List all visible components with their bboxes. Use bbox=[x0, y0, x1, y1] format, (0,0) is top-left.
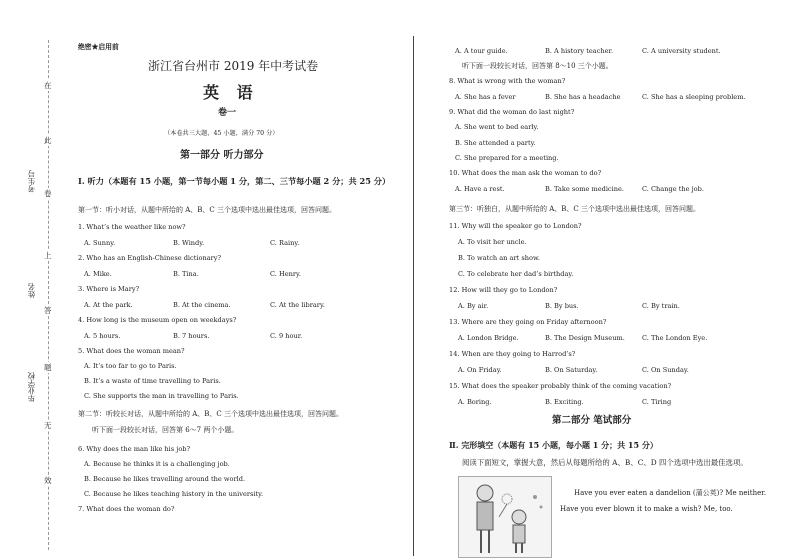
question-text: 3. Where is Mary? bbox=[78, 285, 140, 293]
option-c: C. Because he likes teaching history in the university. bbox=[84, 490, 264, 498]
option-a: A. Sunny. bbox=[84, 239, 116, 247]
question-text: 8. What is wrong with the woman? bbox=[449, 77, 566, 85]
option-c: C. Change the job. bbox=[642, 185, 704, 193]
option-b: B. Tina. bbox=[173, 270, 199, 278]
sec2-sub-instructions: 听下面一段较长对话，回答第 6～7 两个小题。 bbox=[92, 426, 239, 434]
question-text: 9. What did the woman do last night? bbox=[449, 108, 575, 116]
option-a: A. A tour guide. bbox=[455, 47, 508, 55]
question-text: 4. How long is the museum open on weekdays? bbox=[78, 316, 237, 324]
question-text: 13. Where are they going on Friday afternoon? bbox=[449, 318, 607, 326]
option-c: C. A university student. bbox=[642, 47, 721, 55]
question-text: 2. Who has an English-Chinese dictionary? bbox=[78, 254, 222, 262]
option-b: B. By bus. bbox=[545, 302, 579, 310]
option-a: A. Boring. bbox=[458, 398, 492, 406]
question-text: 6. Why does the man like his job? bbox=[78, 445, 191, 453]
exam-note: （本卷共三大题，45 小题，满分 70 分） bbox=[164, 130, 279, 137]
option-a: A. Because he thinks it is a challenging job. bbox=[84, 460, 230, 468]
margin-char: 上 bbox=[44, 251, 52, 260]
option-a: A. To visit her uncle. bbox=[458, 238, 527, 246]
option-b: B. On Saturday. bbox=[545, 366, 598, 374]
margin-label-school: 毕业学校 bbox=[27, 372, 36, 402]
cloze-instructions: 阅读下面短文，掌握大意，然后从每题所给的 A、B、C、D 四个选项中选出最佳选项。 bbox=[462, 458, 748, 467]
question-text: 5. What does the woman mean? bbox=[78, 347, 185, 355]
margin-label-name: 姓名 bbox=[27, 283, 36, 298]
question-text: 14. When are they going to Harrod’s? bbox=[449, 350, 576, 358]
margin-char: 此 bbox=[44, 136, 52, 145]
option-a: A. At the park. bbox=[84, 301, 133, 309]
question-text: 12. How will they go to London? bbox=[449, 286, 558, 294]
option-b: B. 7 hours. bbox=[173, 332, 210, 340]
option-a: A. By air. bbox=[458, 302, 489, 310]
secret-label: 绝密★启用前 bbox=[78, 43, 119, 51]
question-text: 11. Why will the speaker go to London? bbox=[449, 222, 582, 230]
volume-label: 卷一 bbox=[218, 108, 237, 118]
option-a: A. It’s too far to go to Paris. bbox=[84, 362, 177, 370]
option-a: A. London Bridge. bbox=[458, 334, 519, 342]
question-text: 15. What does the speaker probably think of the coming vacation? bbox=[449, 382, 672, 390]
dandelion-illustration bbox=[458, 476, 552, 558]
question-text: 10. What does the man ask the woman to do? bbox=[449, 169, 602, 177]
option-c: C. At the library. bbox=[270, 301, 325, 309]
option-c: C. The London Eye. bbox=[642, 334, 708, 342]
option-c: C. Rainy. bbox=[270, 239, 300, 247]
option-b: B. Exciting. bbox=[545, 398, 584, 406]
option-c: C. She has a sleeping problem. bbox=[642, 93, 746, 101]
margin-char: 效 bbox=[44, 476, 52, 485]
margin-char: 卷 bbox=[44, 189, 52, 198]
margin-label-exam-number: 考生号 bbox=[27, 170, 36, 193]
option-b: B. The Design Museum. bbox=[545, 334, 625, 342]
option-c: C. On Sunday. bbox=[642, 366, 689, 374]
option-a: A. Have a rest. bbox=[455, 185, 505, 193]
cartoon-figures-icon bbox=[459, 477, 551, 557]
question-text: 7. What does the woman do? bbox=[78, 505, 175, 513]
margin-char: 在 bbox=[44, 81, 52, 90]
option-b: B. Windy. bbox=[173, 239, 205, 247]
option-b: B. To watch an art show. bbox=[458, 254, 540, 262]
option-c: C. To celebrate her dad’s birthday. bbox=[458, 270, 574, 278]
sec3-instructions: 第三节：听独白，从题中所给的 A、B、C 三个选项中选出最佳选项，回答问题。 bbox=[449, 205, 701, 213]
sub-instructions-8-10: 听下面一段较长对话，回答第 8～10 三个小题。 bbox=[462, 62, 613, 70]
option-a: A. She went to bed early. bbox=[455, 123, 539, 131]
sec2-instructions: 第二节：听较长对话，从题中所给的 A、B、C 三个选项中选出最佳选项，回答问题。 bbox=[78, 410, 344, 418]
binding-dash-line bbox=[48, 40, 49, 550]
option-c: C. She supports the man in travelling to Paris. bbox=[84, 392, 239, 400]
sec1-instructions: 第一节：听小对话，从题中所给的 A、B、C 三个选项中选出最佳选项，回答问题。 bbox=[78, 206, 337, 214]
option-b: B. Because he likes travelling around the world. bbox=[84, 475, 246, 483]
option-b: B. A history teacher. bbox=[545, 47, 614, 55]
option-c: C. By train. bbox=[642, 302, 680, 310]
option-c: C. Henry. bbox=[270, 270, 301, 278]
binding-margin bbox=[0, 0, 70, 560]
question-text: 1. What’s the weather like now? bbox=[78, 223, 186, 231]
section2-heading: Ⅱ. 完形填空（本题有 15 小题，每小题 1 分；共 15 分） bbox=[449, 440, 658, 450]
passage-line: Have you ever eaten a dandelion (蒲公英)? Me neither. bbox=[574, 489, 767, 497]
part1-title: 第一部分 听力部分 bbox=[180, 150, 264, 161]
option-a: A. Mike. bbox=[84, 270, 112, 278]
subject-title: 英 语 bbox=[203, 83, 259, 102]
passage-line: Have you ever blown it to make a wish? Me, too. bbox=[560, 505, 733, 513]
option-a: A. She has a fever bbox=[455, 93, 516, 101]
option-b: B. She attended a party. bbox=[455, 139, 536, 147]
part2-title: 第二部分 笔试部分 bbox=[552, 415, 632, 426]
margin-char: 无 bbox=[44, 421, 52, 430]
margin-char: 题 bbox=[44, 363, 52, 372]
margin-char: 答 bbox=[44, 306, 52, 315]
column-divider bbox=[413, 36, 414, 556]
option-c: C. 9 hour. bbox=[270, 332, 303, 340]
exam-title: 浙江省台州市 2019 年中考试卷 bbox=[148, 59, 319, 73]
option-c: C. Tiring bbox=[642, 398, 672, 406]
option-c: C. She prepared for a meeting. bbox=[455, 154, 559, 162]
option-b: B. At the cinema. bbox=[173, 301, 231, 309]
option-b: B. She has a headache bbox=[545, 93, 621, 101]
option-a: A. 5 hours. bbox=[84, 332, 121, 340]
section1-heading: Ⅰ. 听力（本题有 15 小题，第一节每小题 1 分，第二、三节每小题 2 分；共 25 分） bbox=[78, 176, 391, 186]
option-b: B. Take some medicine. bbox=[545, 185, 624, 193]
option-b: B. It’s a waste of time travelling to Paris. bbox=[84, 377, 221, 385]
option-a: A. On Friday. bbox=[458, 366, 502, 374]
